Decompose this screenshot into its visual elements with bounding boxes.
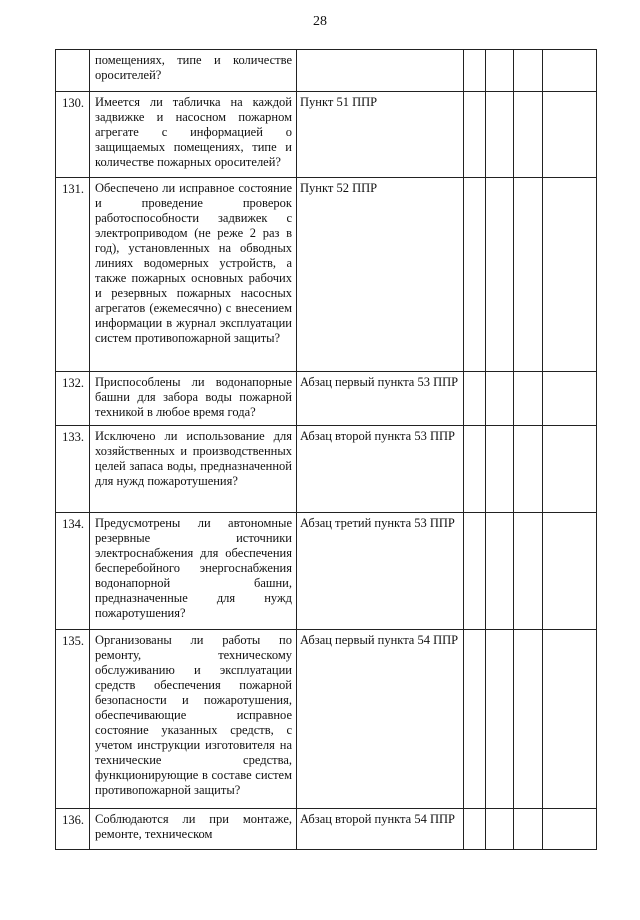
table-row <box>56 372 597 426</box>
reference-cell: Пункт 51 ППР <box>297 92 464 178</box>
answer-na-cell <box>514 92 543 178</box>
answer-na-cell <box>514 426 543 513</box>
reference-cell: Абзац первый пункта 54 ППР <box>297 630 464 809</box>
table-row <box>56 426 597 513</box>
note-cell <box>543 178 597 372</box>
reference-cell: Абзац второй пункта 53 ППР <box>297 426 464 513</box>
reference-cell <box>297 50 464 92</box>
answer-no-cell <box>486 809 514 850</box>
row-number: 133. <box>56 426 90 513</box>
answer-yes-cell <box>464 809 486 850</box>
answer-no-cell <box>486 426 514 513</box>
answer-yes-cell <box>464 92 486 178</box>
page-number: 28 <box>313 14 327 29</box>
row-number: 136. <box>56 809 90 850</box>
row-number: 130. <box>56 92 90 178</box>
note-cell <box>543 809 597 850</box>
answer-yes-cell <box>464 50 486 92</box>
answer-no-cell <box>486 50 514 92</box>
question-cell: Обеспечено ли исправное состояние и проведение проверок работоспособности задвижек с электроприводом (не реже 2 раз в год), установленных на обводных линиях водомерных устройств, а также пожарных основных рабочих и резервных пожарных насосных агрегатов (ежемесячно) с внесением информации в журнал эксплуатации систем противопожарной защиты? <box>90 178 297 372</box>
note-cell <box>543 372 597 426</box>
note-cell <box>543 92 597 178</box>
table-row <box>56 50 597 92</box>
table-row <box>56 630 597 809</box>
answer-no-cell <box>486 630 514 809</box>
row-number: 131. <box>56 178 90 372</box>
row-number: 135. <box>56 630 90 809</box>
table-row <box>56 809 597 850</box>
note-cell <box>543 426 597 513</box>
table-row <box>56 92 597 178</box>
row-number: 132. <box>56 372 90 426</box>
note-cell <box>543 630 597 809</box>
question-cell: Предусмотрены ли автономные резервные источники электроснабжения для обеспечения бесперебойного энергоснабжения водонапорной башни, предназначенные для нужд пожаротушения? <box>90 513 297 630</box>
answer-na-cell <box>514 178 543 372</box>
answer-no-cell <box>486 92 514 178</box>
answer-na-cell <box>514 630 543 809</box>
question-cell: Организованы ли работы по ремонту, техническому обслуживанию и эксплуатации средств обеспечения пожарной безопасности и пожаротушения, обеспечивающие исправное состояние указанных средств, с учетом инструкции изготовителя на технические средства, функционирующие в составе систем противопожарной защиты? <box>90 630 297 809</box>
table-row <box>56 178 597 372</box>
question-cell: Исключено ли использование для хозяйственных и производственных целей запаса воды, предназначенной для нужд пожаротушения? <box>90 426 297 513</box>
note-cell <box>543 50 597 92</box>
question-cell: Соблюдаются ли при монтаже, ремонте, техническом <box>90 809 297 850</box>
reference-cell: Пункт 52 ППР <box>297 178 464 372</box>
note-cell <box>543 513 597 630</box>
reference-cell: Абзац второй пункта 54 ППР <box>297 809 464 850</box>
checklist-table <box>55 49 597 850</box>
answer-na-cell <box>514 50 543 92</box>
question-cell: Приспособлены ли водонапорные башни для забора воды пожарной техникой в любое время года? <box>90 372 297 426</box>
question-cell: Имеется ли табличка на каждой задвижке и насосном пожарном агрегате с информацией о защищаемых помещениях, типе и количестве пожарных оросителей? <box>90 92 297 178</box>
answer-na-cell <box>514 513 543 630</box>
answer-na-cell <box>514 372 543 426</box>
row-number: 134. <box>56 513 90 630</box>
question-cell: помещениях, типе и количестве оросителей? <box>90 50 297 92</box>
answer-no-cell <box>486 178 514 372</box>
answer-no-cell <box>486 513 514 630</box>
answer-no-cell <box>486 372 514 426</box>
reference-cell: Абзац первый пункта 53 ППР <box>297 372 464 426</box>
answer-yes-cell <box>464 513 486 630</box>
answer-yes-cell <box>464 426 486 513</box>
answer-yes-cell <box>464 178 486 372</box>
row-number <box>56 50 90 92</box>
answer-yes-cell <box>464 372 486 426</box>
reference-cell: Абзац третий пункта 53 ППР <box>297 513 464 630</box>
table-row <box>56 513 597 630</box>
answer-na-cell <box>514 809 543 850</box>
answer-yes-cell <box>464 630 486 809</box>
